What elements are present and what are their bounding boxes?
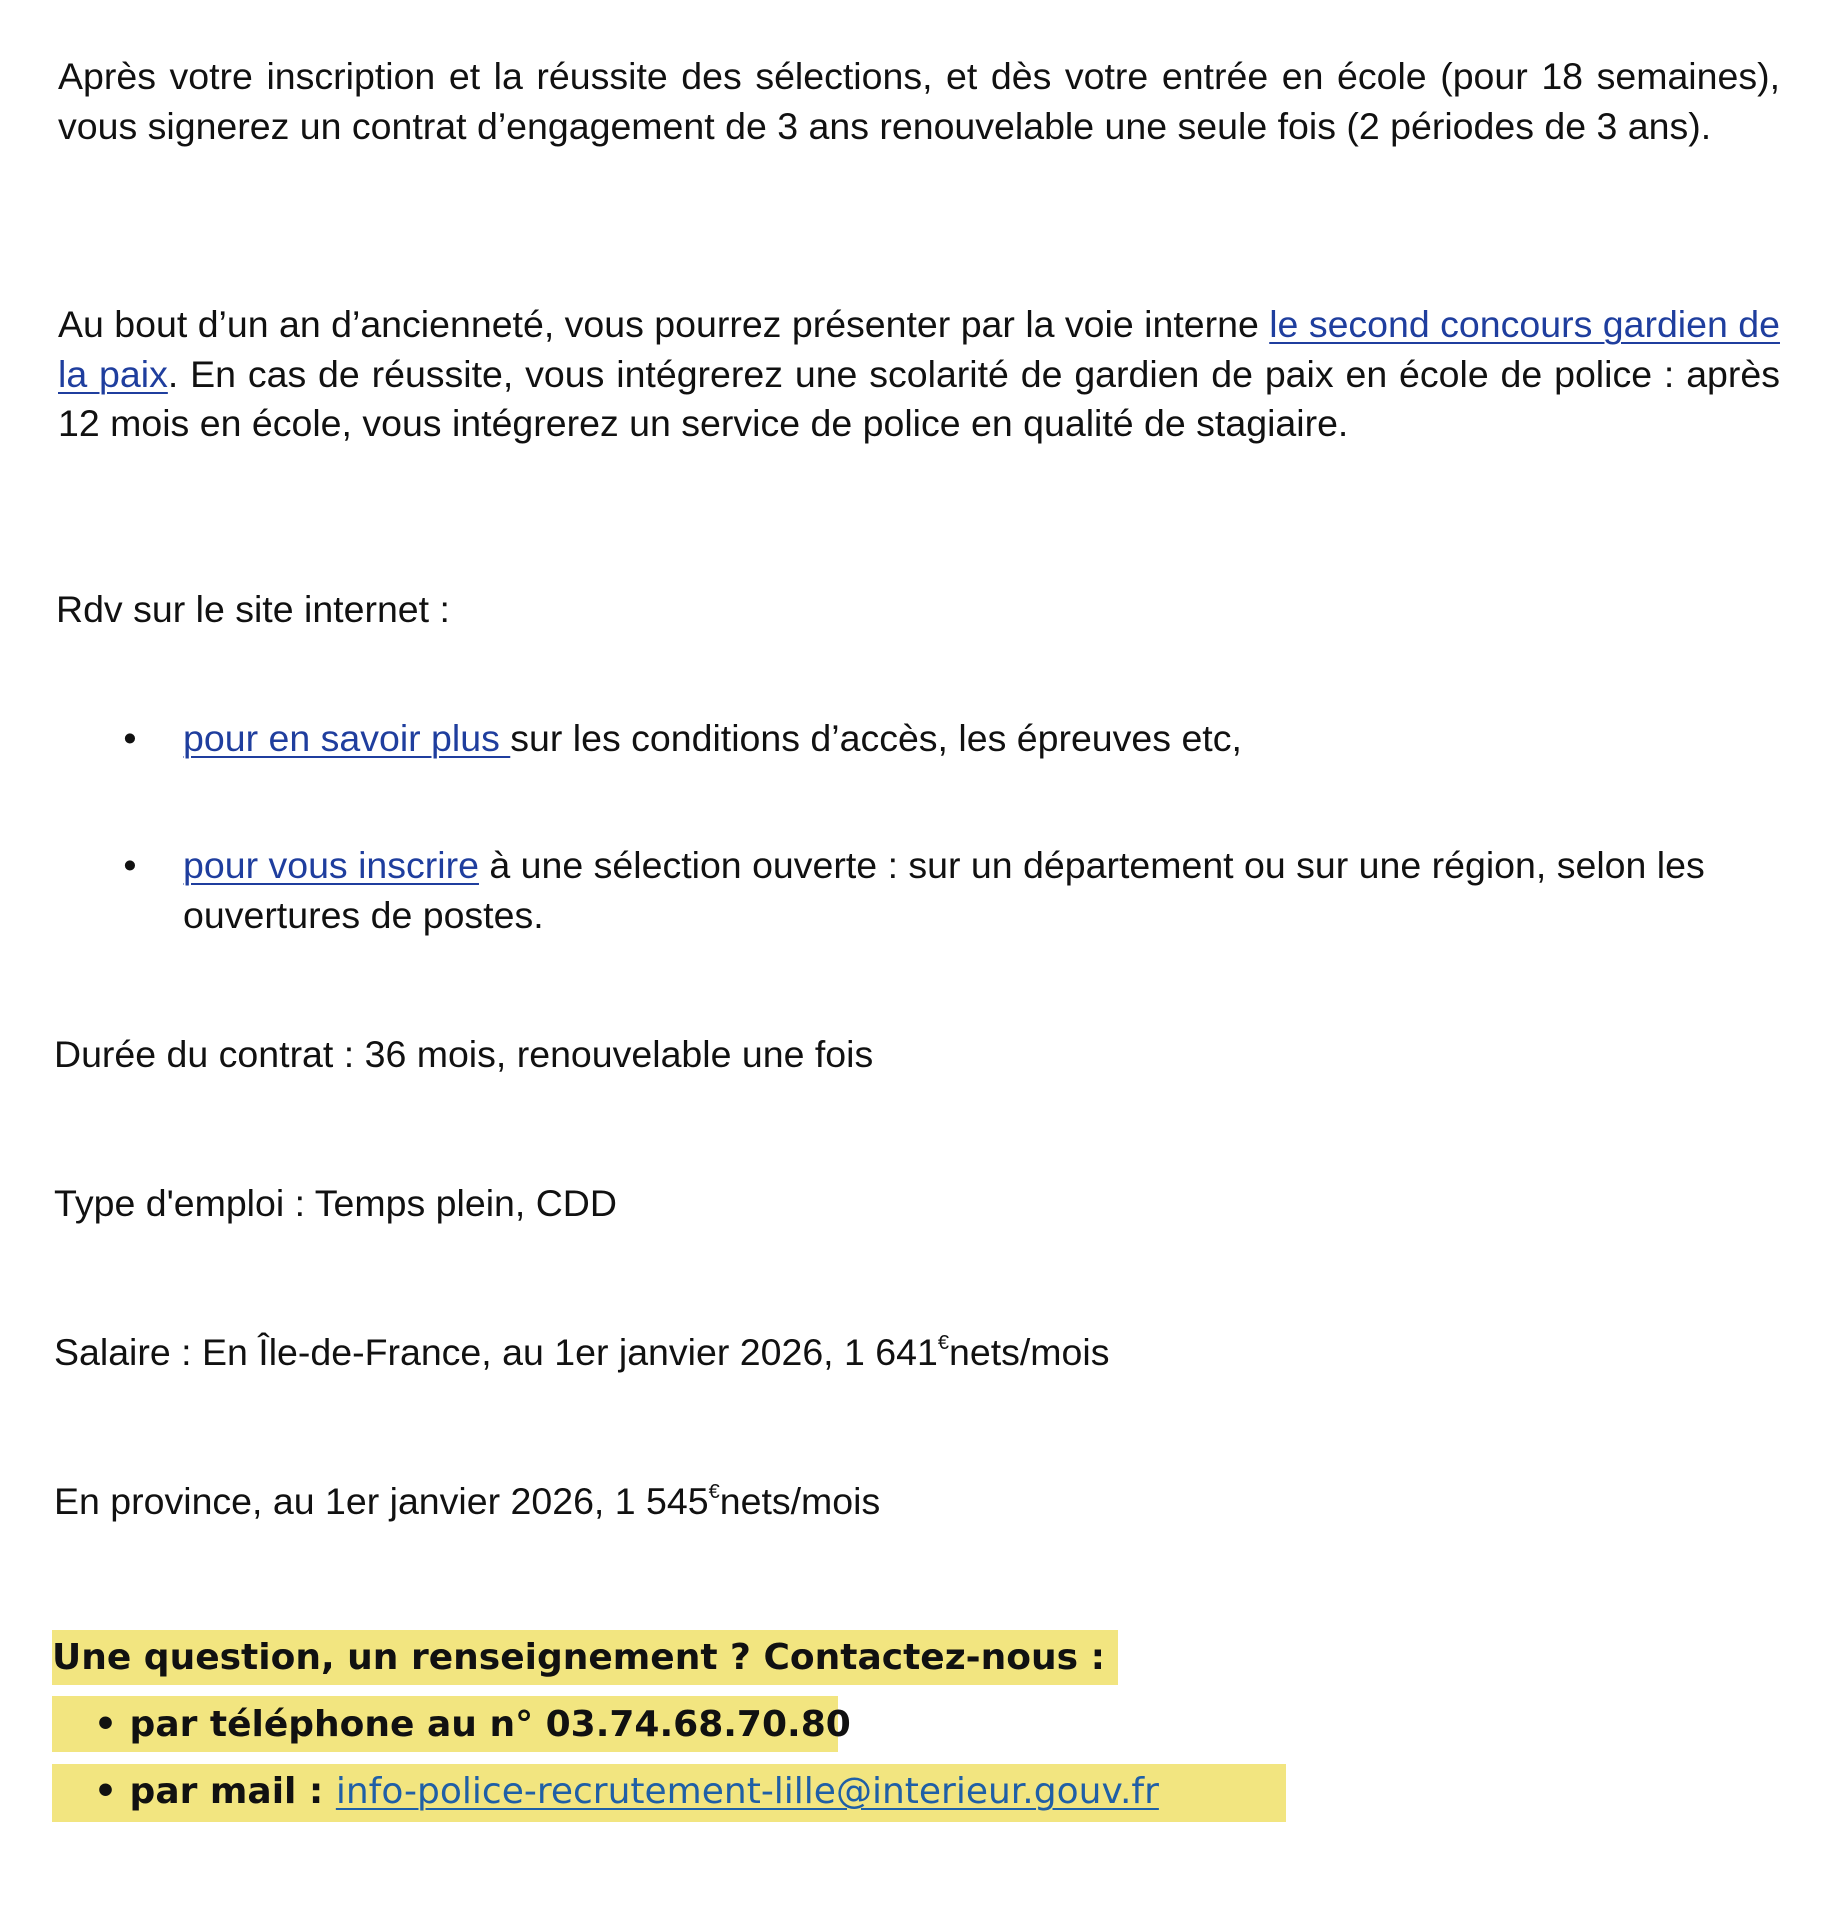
bullet-text: à une sélection ouverte : sur un département ou sur une région, selon les ouvertures de postes.: [183, 844, 1705, 936]
contract-duration: Durée du contrat : 36 mois, renouvelable une fois: [54, 1033, 874, 1075]
contact-email-link[interactable]: info-police-recrutement-lille@interieur.gouv.fr: [335, 1771, 1159, 1812]
euro-symbol: €: [708, 1481, 720, 1503]
list-item: [115, 841, 1780, 940]
salary-province-text: En province, au 1er janvier 2026, 1 545: [54, 1480, 709, 1522]
salary-idf-suffix: nets/mois: [948, 1331, 1110, 1373]
links-bullet-list-2: [115, 841, 1780, 940]
contact-heading: Une question, un renseignement ? Contactez-nous :: [52, 1637, 1105, 1678]
bullet-text: sur les conditions d’accès, les épreuves etc,: [510, 717, 1242, 759]
salary-province-suffix: nets/mois: [719, 1480, 881, 1522]
concours-text-after: . En cas de réussite, vous intégrerez une scolarité de gardien de paix en école de police : après 12 mois en école, vous intégrerez un service de police en qualité de stagiaire.: [58, 352, 1781, 444]
bullet-icon: •: [123, 717, 137, 759]
salary-idf: [54, 1328, 1109, 1378]
bullet-icon: •: [123, 844, 137, 886]
salary-idf-text: Salaire : En Île-de-France, au 1er janvier 2026, 1 641: [54, 1331, 938, 1373]
contact-mail-line: [94, 1763, 1159, 1821]
links-bullet-list: [115, 714, 1780, 764]
employment-type: Type d'emploi : Temps plein, CDD: [54, 1182, 617, 1224]
second-concours-link[interactable]: le second concours gardien de la paix: [58, 303, 1780, 395]
contact-phone: • par téléphone au n° 03.74.68.70.80: [94, 1704, 851, 1745]
contract-paragraph: Après votre inscription et la réussite des sélections, et dès votre entrée en école (pour 18 semaines), vous signerez un contrat d’engagement de 3 ans renouvelable une seule fois (2 périodes de 3 ans).: [58, 55, 1780, 147]
concours-paragraph: [58, 300, 1780, 449]
concours-text-before: Au bout d’un an d’ancienneté, vous pourrez présenter par la voie interne: [58, 303, 1270, 345]
en-savoir-plus-link[interactable]: pour en savoir plus: [183, 717, 511, 759]
list-item: [115, 714, 1780, 764]
contact-mail-label: • par mail :: [94, 1771, 336, 1812]
inscription-link[interactable]: pour vous inscrire: [183, 844, 479, 886]
salary-province: [54, 1477, 880, 1527]
rdv-label: Rdv sur le site internet :: [56, 588, 450, 630]
euro-symbol: €: [937, 1332, 949, 1354]
